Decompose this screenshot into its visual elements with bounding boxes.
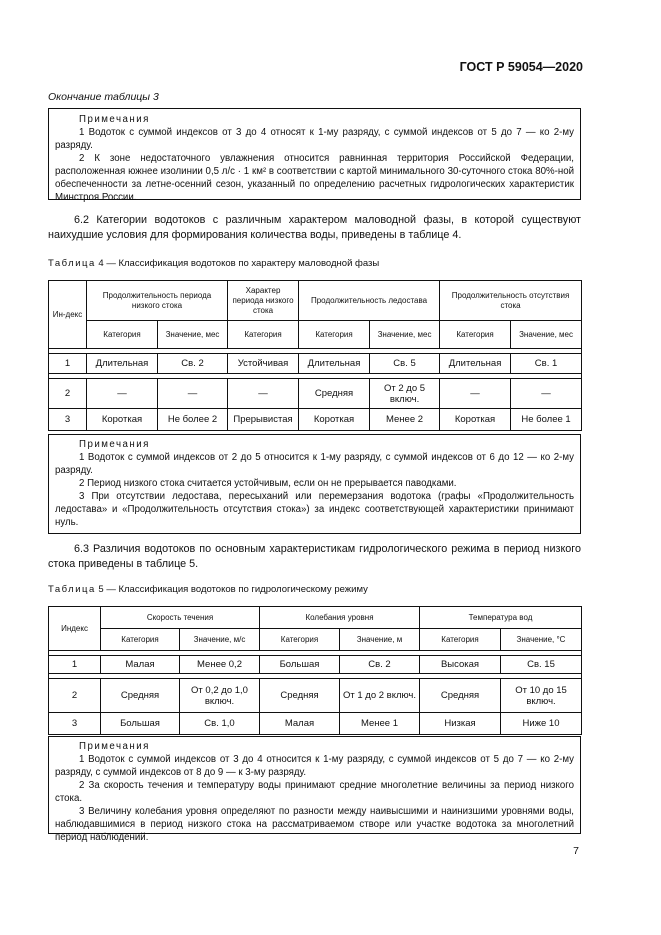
note-3: 3 Величину колебания уровня определяют по разности между наивысшими и наинизшими уровнями воды, наблюдавшимися в период низкого стока на рассматриваемом створе или участке водотока за многолетний период наблюдений. bbox=[55, 806, 574, 843]
table-cell: Св. 5 bbox=[370, 354, 440, 374]
table5-subheader: Категория bbox=[260, 629, 340, 651]
table-cell: Средняя bbox=[260, 679, 340, 713]
paragraph-6-3: 6.3 Различия водотоков по основным характеристикам гидрологического режима в период низкого стока приведены в таблице 5. bbox=[48, 543, 581, 570]
table-cell: Св. 1,0 bbox=[180, 713, 260, 735]
table-cell: Длительная bbox=[440, 354, 511, 374]
table-row bbox=[49, 354, 582, 374]
table-cell: От 2 до 5 включ. bbox=[370, 379, 440, 409]
table-cell: Высокая bbox=[420, 656, 501, 674]
table-cell: Средняя bbox=[420, 679, 501, 713]
table-row bbox=[49, 656, 582, 674]
table-cell: Св. 2 bbox=[340, 656, 420, 674]
table-cell: От 0,2 до 1,0 включ. bbox=[180, 679, 260, 713]
table-cell: Средняя bbox=[101, 679, 180, 713]
table5-group-flow-velocity: Скорость течения bbox=[101, 607, 260, 629]
table-cell: Устойчивая bbox=[228, 354, 299, 374]
table4-caption-text: 4 — Классификация водотоков по характеру маловодной фазы bbox=[98, 258, 380, 269]
table-cell: Не более 2 bbox=[158, 409, 228, 431]
table-cell: Не более 1 bbox=[511, 409, 582, 431]
table4-group-low-flow-character: Характер периода низкого стока bbox=[228, 281, 299, 321]
table5-caption-text: 5 — Классификация водотоков по гидрологическому режиму bbox=[98, 584, 368, 595]
page-number: 7 bbox=[573, 845, 579, 857]
table-cell: Менее 0,2 bbox=[180, 656, 260, 674]
table-cell: Короткая bbox=[440, 409, 511, 431]
table4-subheader-value: Значение, мес bbox=[370, 321, 440, 349]
table5 bbox=[48, 606, 582, 735]
note-1: 1 Водоток с суммой индексов от 2 до 5 относится к 1-му разряду, с суммой индексов от 6 до 12 — ко 2-му разряду. bbox=[55, 452, 574, 476]
table-cell: 1 bbox=[49, 354, 87, 374]
table-cell: От 10 до 15 включ. bbox=[501, 679, 582, 713]
note-2: 2 Период низкого стока считается устойчивым, если он не прерывается паводками. bbox=[79, 478, 457, 489]
table-continuation-caption: Окончание таблицы 3 bbox=[48, 91, 159, 103]
table-row bbox=[49, 409, 582, 431]
table-cell: 2 bbox=[49, 379, 87, 409]
table4-subheader-category: Категория bbox=[87, 321, 158, 349]
table-cell: Менее 2 bbox=[370, 409, 440, 431]
table-row bbox=[49, 379, 582, 409]
table-cell: Св. 2 bbox=[158, 354, 228, 374]
table-cell: Длительная bbox=[299, 354, 370, 374]
table-cell: Большая bbox=[101, 713, 180, 735]
note-2: 2 За скорость течения и температуру воды принимают средние многолетние величины за период низкого стока. bbox=[55, 780, 574, 804]
table-cell: Св. 15 bbox=[501, 656, 582, 674]
table-cell: Ниже 10 bbox=[501, 713, 582, 735]
table-cell: Низкая bbox=[420, 713, 501, 735]
table5-caption-prefix: Таблица bbox=[48, 584, 96, 595]
table5-subheader: Значение, м bbox=[340, 629, 420, 651]
table4-caption-prefix: Таблица bbox=[48, 258, 96, 269]
table3-notes bbox=[48, 108, 581, 203]
notes-title: Примечания bbox=[79, 741, 150, 752]
table-cell: — bbox=[158, 379, 228, 409]
table5-caption bbox=[48, 584, 368, 595]
table4-subheader-category: Категория bbox=[228, 321, 299, 349]
table-cell: Короткая bbox=[87, 409, 158, 431]
table-cell: Длительная bbox=[87, 354, 158, 374]
table-cell: Менее 1 bbox=[340, 713, 420, 735]
table5-notes bbox=[48, 736, 581, 843]
notes-title: Примечания bbox=[79, 439, 150, 450]
note-2: 2 К зоне недостаточного увлажнения относится равнинная территория Российской Федерации, расположенная южнее изолинии 0,5 л/с · 1 км² в соответствии с картой минимального 30-суточного стока 80%-ной обеспеченности за летне-осенний сезон, указанный по определению расчетных гидрологических характеристик Минстроя России. bbox=[55, 153, 574, 203]
table-cell: Большая bbox=[260, 656, 340, 674]
table-cell: Короткая bbox=[299, 409, 370, 431]
standard-number: ГОСТ Р 59054—2020 bbox=[459, 60, 583, 74]
table4-group-no-flow-duration: Продолжительность отсутствия стока bbox=[440, 281, 582, 321]
note-3: 3 При отсутствии ледостава, пересыханий или перемерзания водотока (графы «Продолжительность ледостава» и «Продолжительность отсутствия стока») за индекс соответствующей характеристики принимают нуль. bbox=[55, 491, 574, 528]
note-1: 1 Водоток с суммой индексов от 3 до 4 относится к 1-му разряду, с суммой индексов от 5 до 7 — ко 2-му разряду, с суммой индексов от 8 до 9 — к 3-му разряду. bbox=[55, 754, 574, 778]
table-cell: Средняя bbox=[299, 379, 370, 409]
table4-subheader-category: Категория bbox=[299, 321, 370, 349]
table5-subheader: Категория bbox=[101, 629, 180, 651]
table5-subheader: Значение, °С bbox=[501, 629, 582, 651]
table-cell: — bbox=[87, 379, 158, 409]
table-cell: 3 bbox=[49, 713, 101, 735]
table4-subheader-value: Значение, мес bbox=[511, 321, 582, 349]
table-cell: 3 bbox=[49, 409, 87, 431]
table-cell: — bbox=[511, 379, 582, 409]
table5-group-water-temperature: Температура вод bbox=[420, 607, 582, 629]
table-cell: Малая bbox=[101, 656, 180, 674]
table-cell: 1 bbox=[49, 656, 101, 674]
table-cell: Св. 1 bbox=[511, 354, 582, 374]
table5-group-level-fluctuation: Колебания уровня bbox=[260, 607, 420, 629]
table-cell: Малая bbox=[260, 713, 340, 735]
table-cell: Прерывистая bbox=[228, 409, 299, 431]
table-row bbox=[49, 679, 582, 713]
table-cell: — bbox=[440, 379, 511, 409]
table-cell: От 1 до 2 включ. bbox=[340, 679, 420, 713]
table-row bbox=[49, 713, 582, 735]
table4-notes bbox=[48, 434, 581, 534]
table4-subheader-category: Категория bbox=[440, 321, 511, 349]
table4 bbox=[48, 280, 582, 431]
table4-group-ice-duration: Продолжительность ледостава bbox=[299, 281, 440, 321]
note-1: 1 Водоток с суммой индексов от 3 до 4 относят к 1-му разряду, с суммой индексов от 5 до 7 — ко 2-му разряду. bbox=[55, 127, 574, 151]
table4-subheader-value: Значение, мес bbox=[158, 321, 228, 349]
table-cell: — bbox=[228, 379, 299, 409]
table5-subheader: Значение, м/с bbox=[180, 629, 260, 651]
table4-group-low-flow-duration: Продолжительность периода низкого стока bbox=[87, 281, 228, 321]
table5-subheader: Категория bbox=[420, 629, 501, 651]
table5-index-header: Индекс bbox=[49, 607, 101, 651]
table4-index-header: Ин-декс bbox=[49, 281, 87, 349]
table-cell: 2 bbox=[49, 679, 101, 713]
notes-title: Примечания bbox=[79, 114, 150, 125]
table4-caption bbox=[48, 258, 379, 269]
paragraph-6-2: 6.2 Категории водотоков с различным характером маловодной фазы, в которой существуют наихудшие условия для формирования количества воды, приведены в таблице 4. bbox=[48, 214, 581, 241]
